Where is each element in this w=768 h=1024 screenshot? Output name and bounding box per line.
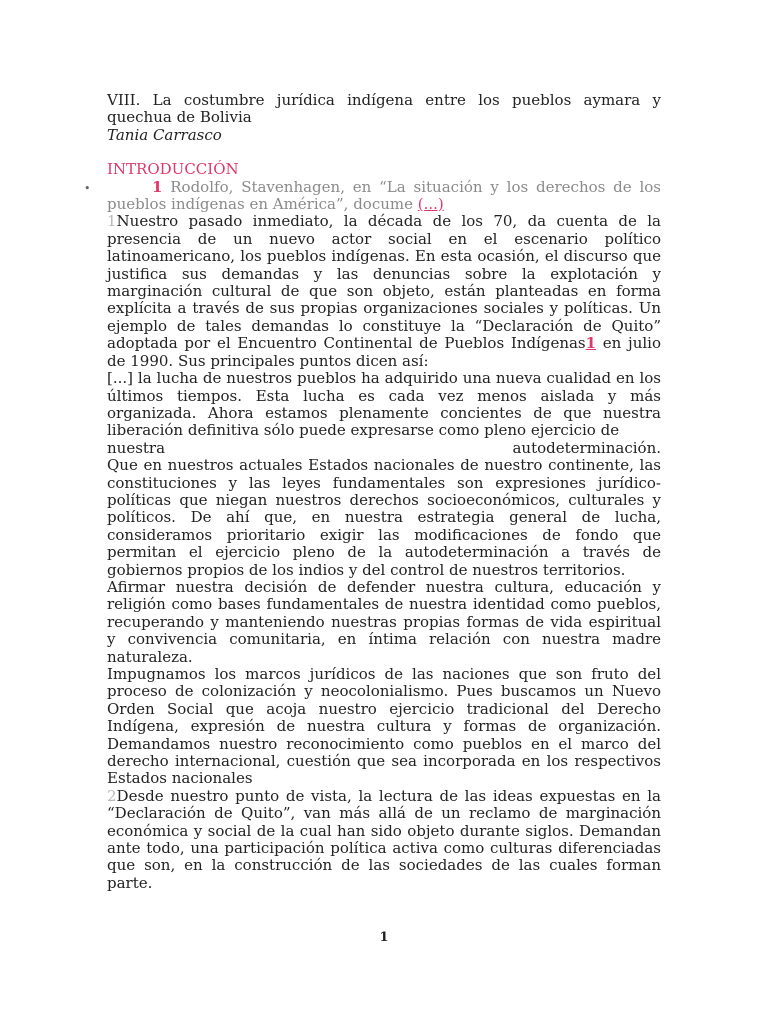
quote-paragraph-1: [...] la lucha de nuestros pueblos ha adquirido una nueva cualidad en los últimos tiempos. Esta lucha es cada vez menos aislada y más organizada. Ahora estamos plenamente concientes de que nuestra liberación definitiva sólo puede expresarse como pleno ejercicio de [107, 369, 661, 440]
footnote-more-link[interactable]: (...) [417, 195, 444, 214]
footnote-reference-link[interactable]: 1 [585, 334, 597, 353]
paragraph-1-text-b: en julio de 1990. Sus principales puntos dicen así: [107, 334, 661, 370]
bullet-icon: • [84, 181, 91, 195]
paragraph-2 [107, 788, 661, 892]
chapter-title: VIII. La costumbre jurídica indígena entre los pueblos aymara y quechua de Bolivia [107, 91, 661, 127]
document-body [84, 91, 661, 892]
author-name: Tania Carrasco [107, 125, 222, 144]
quote-paragraph-2: Que en nuestros actuales Estados nacionales de nuestro continente, las constituciones y las leyes fundamentales son expresiones jurídico-políticas que niegan nuestros derechos socioeconómicos, culturales y políticos. De ahí que, en nuestra estrategia general de lucha, consideramos prioritario exigir las modificaciones de fondo que permitan el ejercicio pleno de la autodeterminación a través de gobiernos propios de los indios y del control de nuestros territorios. [107, 456, 661, 579]
footnote-item [84, 177, 661, 214]
paragraph-1 [107, 213, 661, 370]
footnote-text-block [107, 179, 661, 214]
paragraph-marker-2: 2 [107, 786, 117, 805]
paragraph-1-text-a: Nuestro pasado inmediato, la década de los 70, da cuenta de la presencia de un nuevo actor social en el escenario político latinoamericano, los pueblos indígenas. En esta ocasión, el discurso que justifica sus demandas y las denuncias sobre la explotación y marginación cultural de que son objeto, están planteadas en forma explícita a través de sus propias organizaciones sociales y políticas. Un ejemplo de tales demandas lo constituye la “Declaración de Quito” adoptada por el Encuentro Continental de Pueblos Indígenas [107, 212, 661, 353]
quote-paragraph-3: Afirmar nuestra decisión de defender nuestra cultura, educación y religión como bases fundamentales de nuestra identidad como pueblos, recuperando y manteniendo nuestras propias formas de vida espiritual y convivencia comunitaria, en íntima relación con nuestra madre naturaleza. [107, 577, 661, 666]
paragraph-marker-1: 1 [107, 212, 117, 231]
paragraph-2-text: Desde nuestro punto de vista, la lectura de las ideas expuestas en la “Declaración de Quito”, van más allá de un reclamo de marginación económica y social de la cual han sido objeto durante siglos. Demandan ante todo, una participación política activa como culturas diferenciadas que son, en la construcción de las sociedades de las cuales forman parte. [107, 786, 661, 892]
footnote-number[interactable]: 1 [152, 177, 163, 196]
quote-paragraph-4: Impugnamos los marcos jurídicos de las naciones que son fruto del proceso de colonización y neocolonialismo. Pues buscamos un Nuevo Orden Social que acoja nuestro ejercicio tradicional del Derecho Indígena, expresión de nuestra cultura y formas de organización. Demandamos nuestro reconocimiento como pueblos en el marco del derecho internacional, cuestión que sea incorporada en los respectivos Estados nacionales [107, 665, 661, 788]
page-number: 1 [379, 930, 389, 945]
footnote-text: Rodolfo, Stavenhagen, en “La situación y los derechos de los pueblos indígenas en América”, docume [107, 177, 661, 214]
quote-paragraph-1-last-line: nuestra autodeterminación. [107, 438, 661, 457]
section-heading: INTRODUCCIÓN [107, 160, 239, 179]
